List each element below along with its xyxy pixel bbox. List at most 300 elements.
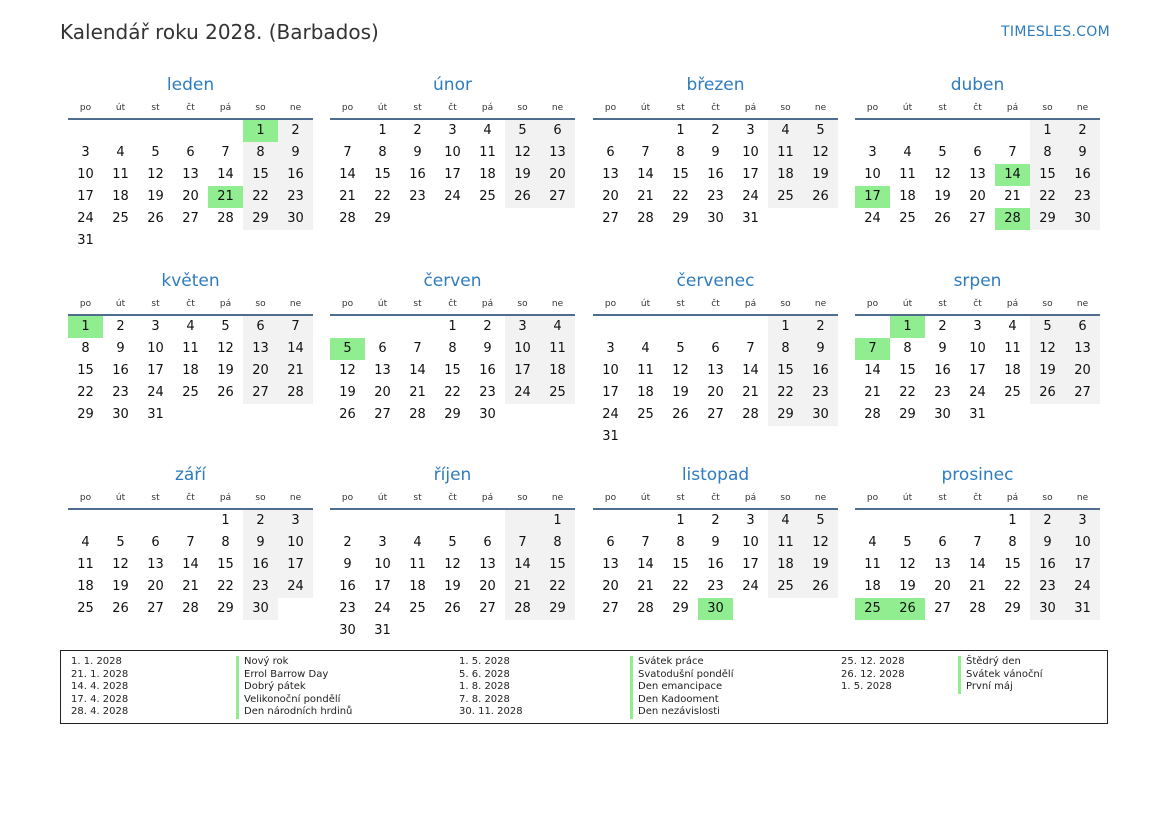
day-cell: 9 (1030, 532, 1065, 554)
day-cell: 24 (444, 189, 461, 204)
day-cell: 27 (602, 211, 619, 226)
legend-names-col2 (630, 656, 733, 719)
day-cell: 22 (217, 579, 234, 594)
day-cell: 20 (479, 579, 496, 594)
day-cell: 17 (505, 360, 540, 382)
day-cell: 20 (147, 579, 164, 594)
day-cell: 22 (77, 385, 94, 400)
day-cell: 12 (217, 341, 234, 356)
day-cell: 26 (934, 211, 951, 226)
day-cell: 27 (969, 211, 986, 226)
weekday-label: po (79, 103, 92, 113)
day-cell: 16 (243, 554, 278, 576)
day-cell: 5 (221, 319, 230, 334)
day-cell: 26 (803, 186, 838, 208)
day-cell: 10 (374, 557, 391, 572)
day-cell: 9 (711, 145, 720, 160)
legend-entry: Den Kadooment (638, 693, 719, 705)
day-cell: 17 (444, 167, 461, 182)
day-cell: 10 (444, 145, 461, 160)
day-cell: 7 (278, 316, 313, 338)
day-cell: 28 (217, 211, 234, 226)
weekday-label: ne (814, 299, 827, 309)
day-cell: 20 (969, 189, 986, 204)
empty-cell (400, 620, 435, 642)
day-cell: 1 (243, 120, 278, 142)
empty-cell (540, 208, 575, 230)
day-cell: 28 (969, 601, 986, 616)
day-cell: 31 (602, 429, 619, 444)
day-cell: 8 (1030, 142, 1065, 164)
day-cell: 8 (768, 338, 803, 360)
legend-entry: Den emancipace (638, 681, 723, 693)
day-cell: 20 (540, 164, 575, 186)
legend-entry: 1. 5. 2028 (841, 681, 892, 693)
day-cell: 26 (890, 598, 925, 620)
weekday-label: st (676, 103, 685, 113)
day-cell: 19 (803, 164, 838, 186)
day-cell: 23 (934, 385, 951, 400)
day-cell: 6 (151, 535, 160, 550)
day-cell: 12 (505, 142, 540, 164)
day-cell: 4 (81, 535, 90, 550)
weekday-label: út (115, 299, 126, 309)
day-cell: 18 (182, 363, 199, 378)
day-cell: 1 (1008, 513, 1017, 528)
empty-cell (733, 598, 768, 620)
day-cell: 30 (479, 407, 496, 422)
weekday-label: út (640, 493, 651, 503)
day-cell: 12 (147, 167, 164, 182)
day-cell: 2 (278, 120, 313, 142)
day-cell: 25 (855, 598, 890, 620)
weekday-label: út (377, 103, 388, 113)
day-cell: 12 (803, 142, 838, 164)
day-cell: 9 (343, 557, 352, 572)
weekday-label: út (902, 299, 913, 309)
day-cell: 14 (969, 557, 986, 572)
empty-cell (103, 510, 138, 532)
day-cell: 14 (182, 557, 199, 572)
empty-cell (365, 316, 400, 338)
day-cell: 16 (339, 579, 356, 594)
day-cell: 22 (672, 579, 689, 594)
day-cell: 5 (330, 338, 365, 360)
day-cell: 31 (1065, 598, 1100, 620)
day-cell: 19 (1030, 360, 1065, 382)
day-cell: 13 (602, 167, 619, 182)
day-cell: 8 (903, 341, 912, 356)
day-cell: 4 (186, 319, 195, 334)
day-cell: 7 (413, 341, 422, 356)
weekday-label: so (780, 103, 791, 113)
day-cell: 10 (1065, 532, 1100, 554)
legend-entry: 5. 6. 2028 (459, 668, 510, 680)
empty-cell (628, 316, 663, 338)
month-name: březen (686, 75, 745, 95)
empty-cell (1030, 404, 1065, 426)
day-cell: 3 (746, 123, 755, 138)
day-cell: 6 (483, 535, 492, 550)
weekday-label: ne (289, 299, 302, 309)
empty-cell (278, 404, 313, 426)
day-cell: 15 (217, 557, 234, 572)
day-cell: 29 (444, 407, 461, 422)
day-cell: 9 (413, 145, 422, 160)
day-cell: 29 (1030, 208, 1065, 230)
empty-cell (365, 510, 400, 532)
day-cell: 26 (217, 385, 234, 400)
month-name: červenec (676, 271, 755, 291)
day-cell: 27 (707, 407, 724, 422)
weekday-label: po (604, 299, 617, 309)
day-cell: 5 (1030, 316, 1065, 338)
legend-entry: Errol Barrow Day (244, 668, 329, 680)
day-cell: 18 (768, 554, 803, 576)
site-link[interactable]: TIMESLES.COM (1001, 24, 1110, 40)
weekday-label: čt (973, 493, 982, 503)
day-cell: 15 (1030, 164, 1065, 186)
empty-cell (768, 598, 803, 620)
empty-cell (855, 316, 890, 338)
day-cell: 18 (864, 579, 881, 594)
day-cell: 30 (698, 598, 733, 620)
empty-cell (173, 230, 208, 252)
day-cell: 13 (1065, 338, 1100, 360)
weekday-label: pá (481, 103, 494, 113)
day-cell: 4 (868, 535, 877, 550)
day-cell: 21 (742, 385, 759, 400)
weekday-label: so (517, 299, 528, 309)
day-cell: 1 (378, 123, 387, 138)
day-cell: 16 (707, 557, 724, 572)
weekday-label: čt (186, 493, 195, 503)
day-cell: 28 (637, 211, 654, 226)
legend-entry: Den národních hrdinů (244, 706, 353, 718)
day-cell: 13 (147, 557, 164, 572)
day-cell: 23 (707, 579, 724, 594)
weekday-label: čt (448, 103, 457, 113)
empty-cell (960, 510, 995, 532)
day-cell: 23 (707, 189, 724, 204)
day-cell: 11 (409, 557, 426, 572)
weekday-label: st (938, 493, 947, 503)
day-cell: 14 (742, 363, 759, 378)
day-cell: 22 (540, 576, 575, 598)
day-cell: 10 (742, 535, 759, 550)
day-cell: 27 (147, 601, 164, 616)
empty-cell (103, 230, 138, 252)
empty-cell (628, 426, 663, 448)
legend-entry: Dobrý pátek (244, 681, 306, 693)
day-cell: 28 (637, 601, 654, 616)
legend-entry: 26. 12. 2028 (841, 668, 905, 680)
day-cell: 22 (768, 382, 803, 404)
day-cell: 23 (243, 576, 278, 598)
day-cell: 25 (768, 186, 803, 208)
day-cell: 22 (374, 189, 391, 204)
weekday-label: ne (1076, 493, 1089, 503)
empty-cell (593, 510, 628, 532)
day-cell: 26 (339, 407, 356, 422)
weekday-label: po (604, 103, 617, 113)
day-cell: 26 (112, 601, 129, 616)
day-cell: 15 (1004, 557, 1021, 572)
day-cell: 29 (672, 601, 689, 616)
day-cell: 3 (448, 123, 457, 138)
day-cell: 20 (374, 385, 391, 400)
weekday-label: ne (289, 103, 302, 113)
weekday-label: st (413, 299, 422, 309)
day-cell: 23 (1030, 576, 1065, 598)
weekday-label: po (79, 299, 92, 309)
day-cell: 30 (1065, 208, 1100, 230)
day-cell: 23 (479, 385, 496, 400)
day-cell: 25 (182, 385, 199, 400)
day-cell: 14 (278, 338, 313, 360)
weekday-label: čt (973, 299, 982, 309)
day-cell: 4 (768, 120, 803, 142)
legend-names-col1 (236, 656, 352, 719)
day-cell: 3 (278, 510, 313, 532)
day-cell: 14 (864, 363, 881, 378)
weekday-label: pá (1006, 493, 1019, 503)
day-cell: 17 (969, 363, 986, 378)
day-cell: 13 (374, 363, 391, 378)
day-cell: 27 (602, 601, 619, 616)
day-cell: 7 (641, 145, 650, 160)
day-cell: 11 (112, 167, 129, 182)
day-cell: 4 (540, 316, 575, 338)
day-cell: 22 (899, 385, 916, 400)
day-cell: 3 (81, 145, 90, 160)
day-cell: 5 (803, 120, 838, 142)
legend-entry: 1. 5. 2028 (459, 656, 510, 667)
empty-cell (243, 230, 278, 252)
legend-dates-col1 (71, 656, 128, 719)
day-cell: 27 (243, 382, 278, 404)
weekday-label: st (413, 493, 422, 503)
day-cell: 2 (803, 316, 838, 338)
day-cell: 16 (707, 167, 724, 182)
empty-cell (330, 316, 365, 338)
legend-entry: Den nezávislosti (638, 706, 720, 718)
empty-cell (505, 510, 540, 532)
day-cell: 6 (1065, 316, 1100, 338)
legend-entry: 30. 11. 2028 (459, 706, 523, 718)
weekday-label: st (676, 493, 685, 503)
day-cell: 23 (278, 186, 313, 208)
empty-cell (400, 510, 435, 532)
weekday-label: po (341, 299, 354, 309)
day-cell: 6 (711, 341, 720, 356)
legend-names-col3 (958, 656, 1043, 694)
holiday-legend (60, 650, 1108, 724)
day-cell: 6 (973, 145, 982, 160)
day-cell: 14 (637, 557, 654, 572)
day-cell: 20 (602, 579, 619, 594)
day-cell: 14 (505, 554, 540, 576)
day-cell: 14 (995, 164, 1030, 186)
day-cell: 21 (339, 189, 356, 204)
day-cell: 18 (1004, 363, 1021, 378)
day-cell: 8 (676, 535, 685, 550)
legend-entry: 7. 8. 2028 (459, 693, 510, 705)
day-cell: 28 (742, 407, 759, 422)
day-cell: 10 (742, 145, 759, 160)
page-title: Kalendář roku 2028. (Barbados) (60, 20, 379, 44)
weekday-label: ne (1076, 103, 1089, 113)
day-cell: 30 (707, 211, 724, 226)
day-cell: 11 (1004, 341, 1021, 356)
month-7 (593, 270, 838, 448)
empty-cell (628, 510, 663, 532)
empty-cell (925, 120, 960, 142)
day-cell: 4 (1008, 319, 1017, 334)
day-cell: 24 (864, 211, 881, 226)
day-cell: 12 (934, 167, 951, 182)
weekday-label: út (902, 493, 913, 503)
day-cell: 24 (77, 211, 94, 226)
day-cell: 16 (1030, 554, 1065, 576)
day-cell: 11 (479, 145, 496, 160)
empty-cell (505, 404, 540, 426)
day-cell: 8 (448, 341, 457, 356)
month-12 (855, 464, 1100, 620)
day-cell: 21 (182, 579, 199, 594)
day-cell: 30 (803, 404, 838, 426)
day-cell: 2 (116, 319, 125, 334)
empty-cell (960, 120, 995, 142)
day-cell: 22 (243, 186, 278, 208)
day-cell: 8 (676, 145, 685, 160)
empty-cell (400, 208, 435, 230)
weekday-label: st (938, 103, 947, 113)
weekday-label: ne (289, 493, 302, 503)
day-cell: 31 (77, 233, 94, 248)
empty-cell (330, 120, 365, 142)
day-cell: 18 (540, 360, 575, 382)
day-cell: 25 (768, 576, 803, 598)
weekday-label: čt (186, 299, 195, 309)
day-cell: 25 (112, 211, 129, 226)
month-name: leden (166, 75, 215, 95)
day-cell: 15 (444, 363, 461, 378)
day-cell: 19 (147, 189, 164, 204)
day-cell: 4 (116, 145, 125, 160)
weekday-label: so (255, 493, 266, 503)
day-cell: 29 (672, 211, 689, 226)
weekday-label: st (938, 299, 947, 309)
day-cell: 30 (243, 598, 278, 620)
day-cell: 4 (413, 535, 422, 550)
day-cell: 28 (278, 382, 313, 404)
day-cell: 30 (112, 407, 129, 422)
day-cell: 10 (864, 167, 881, 182)
day-cell: 1 (221, 513, 230, 528)
legend-entry: Velikonoční pondělí (244, 693, 341, 705)
day-cell: 28 (182, 601, 199, 616)
day-cell: 19 (934, 189, 951, 204)
empty-cell (995, 120, 1030, 142)
day-cell: 29 (899, 407, 916, 422)
day-cell: 21 (864, 385, 881, 400)
empty-cell (435, 510, 470, 532)
legend-dates-col2 (459, 656, 523, 719)
day-cell: 26 (147, 211, 164, 226)
day-cell: 1 (768, 316, 803, 338)
day-cell: 7 (855, 338, 890, 360)
empty-cell (628, 120, 663, 142)
day-cell: 24 (374, 601, 391, 616)
day-cell: 31 (147, 407, 164, 422)
day-cell: 19 (217, 363, 234, 378)
month-name: srpen (953, 271, 1002, 291)
day-cell: 2 (413, 123, 422, 138)
day-cell: 2 (483, 319, 492, 334)
day-cell: 15 (672, 167, 689, 182)
day-cell: 21 (637, 579, 654, 594)
day-cell: 15 (899, 363, 916, 378)
day-cell: 6 (540, 120, 575, 142)
day-cell: 26 (505, 186, 540, 208)
weekday-label: po (866, 299, 879, 309)
day-cell: 12 (672, 363, 689, 378)
empty-cell (698, 426, 733, 448)
day-cell: 16 (934, 363, 951, 378)
weekday-label: ne (814, 103, 827, 113)
day-cell: 21 (278, 360, 313, 382)
day-cell: 1 (68, 316, 103, 338)
day-cell: 6 (938, 535, 947, 550)
weekday-label: st (151, 299, 160, 309)
empty-cell (855, 510, 890, 532)
empty-cell (768, 426, 803, 448)
empty-cell (68, 510, 103, 532)
empty-cell (470, 620, 505, 642)
day-cell: 6 (606, 535, 615, 550)
weekday-label: pá (1006, 103, 1019, 113)
day-cell: 3 (606, 341, 615, 356)
day-cell: 10 (147, 341, 164, 356)
weekday-label: út (377, 493, 388, 503)
day-cell: 20 (182, 189, 199, 204)
weekday-label: út (640, 299, 651, 309)
legend-dates-col3 (841, 656, 905, 694)
day-cell: 17 (602, 385, 619, 400)
day-cell: 13 (243, 338, 278, 360)
day-cell: 5 (151, 145, 160, 160)
empty-cell (698, 316, 733, 338)
month-8 (855, 270, 1100, 426)
day-cell: 30 (278, 208, 313, 230)
empty-cell (470, 510, 505, 532)
empty-cell (995, 404, 1030, 426)
day-cell: 13 (540, 142, 575, 164)
month-name: červen (423, 271, 482, 291)
weekday-label: so (517, 103, 528, 113)
empty-cell (173, 404, 208, 426)
day-cell: 2 (711, 513, 720, 528)
empty-cell (733, 316, 768, 338)
month-name: duben (950, 75, 1005, 95)
day-cell: 14 (217, 167, 234, 182)
day-cell: 2 (343, 535, 352, 550)
legend-entry: 14. 4. 2028 (71, 681, 129, 693)
day-cell: 9 (938, 341, 947, 356)
empty-cell (540, 620, 575, 642)
weekday-label: út (115, 493, 126, 503)
